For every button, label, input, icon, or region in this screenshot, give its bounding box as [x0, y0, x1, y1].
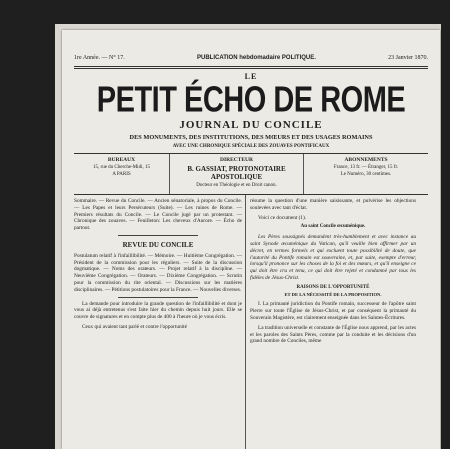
- directeur-cell: [170, 154, 304, 194]
- right-paragraph-1: résume la question d'une manière saisissante, et pulvérise les objections soulevées avec tant d'éclat.: [250, 198, 416, 211]
- right-subheading-2: RAISONS DE L'OPPORTUNITÉ: [296, 284, 370, 290]
- section-heading: REVUE DU CONCILE: [122, 240, 194, 249]
- directeur-heading: DIRECTEUR: [219, 157, 253, 163]
- bureaux-city: A PARIS: [112, 172, 131, 177]
- directeur-name: B. GASSIAT, PROTONOTAIRE APOSTOLIQUE: [187, 165, 286, 181]
- left-paragraph-1: Postulatum relatif à l'infaillibilité. — Mémoire. — Huitième Congrégation. — Président de la commission pour les réguliers. — Suite de la discussion dogmatique. — Noms des orateurs. — Projet relatif à la discipline. — Neuvième Congrégation. — Orateurs. — Dixième Congrégation. — Scrutin pour la commission du rite oriental. — Discussions sur les matières disciplinaires. — Pétitions postulatoires pour la France. — Nouvelles diverses.: [74, 252, 242, 293]
- left-paragraph-3: Ceux qui avaient tant parlé et contre l'opportunité: [82, 323, 187, 330]
- masthead-topline: [74, 52, 428, 64]
- abonnements-heading: ABONNEMENTS: [344, 157, 388, 163]
- right-paragraph-2: Voici ce document (1).: [258, 214, 307, 221]
- abonnements-price: Le Numéro, 30 centimes.: [340, 172, 392, 177]
- right-paragraph-4: I. La primauté juridiction du Pontife romain, successeur de l'apôtre saint Pierre sur toute l'Église de Jésus-Christ, et par conséquent la primauté du Souverain Magistère, est clairement enseignée dans les Saintes-Écritures.: [250, 301, 416, 321]
- newspaper-page: [62, 30, 440, 449]
- issue-number: 1re Année. — N° 17.: [74, 55, 125, 61]
- divider: [118, 235, 198, 236]
- left-paragraph-2: La demande pour introduire la grande question de l'infaillibilité et dont je vous ai déjà entretenus s'est faite hier du chemin depuis huit jours. Elle se couvre de signatures et en compte plus de 400 à l'heure où je vous écris.: [74, 300, 242, 321]
- rule: [74, 66, 428, 67]
- abonnements-cell: [304, 154, 428, 194]
- newspaper-tagline-2: AVEC UNE CHRONIQUE SPÉCIALE DES ZOUAVES PONTIFICAUX: [172, 144, 330, 149]
- right-column: [250, 198, 416, 348]
- directeur-credentials: Docteur en Théologie et en Droit canon.: [196, 183, 277, 188]
- left-column: [74, 198, 242, 334]
- bureaux-cell: [74, 154, 170, 194]
- issue-date: 23 Janvier 1870.: [388, 55, 428, 61]
- rule: [74, 68, 428, 69]
- divider: [118, 297, 198, 298]
- bureaux-heading: BUREAUX: [107, 157, 136, 163]
- bureaux-address: 15, rue du Cherche-Midi, 15: [93, 165, 150, 170]
- newspaper-title: PETIT ÉCHO DE ROME: [96, 80, 406, 120]
- column-divider: [245, 195, 246, 449]
- right-subheading-3: ET DE LA NÉCESSITÉ DE LA PROPOSITION.: [284, 291, 382, 297]
- right-paragraph-5: La tradition universelle et constante de l'Église nous apprend, par les actes et les paroles des Saints Pères, comme par la conduite et les décisions d'un grand nombre de Conciles, même: [250, 324, 416, 345]
- title-article: LE: [244, 72, 258, 81]
- masthead-info-band: [74, 153, 428, 195]
- right-subheading-1: Au saint Concile œcuménique.: [300, 224, 366, 230]
- sommaire-paragraph: Sommaire. — Revue du Concile. — Ancien sénatoriale, à propos du Concile. — Les Papes et leurs Persécuteurs (Suite). — Les ruines de Rome. — Premiers résultats du Concile. — Le Concile jugé par un protestant. — Chronique des zouaves. — Feuilleton: Les cheveux d'Aurore. — Écho de partout.: [74, 198, 242, 232]
- newspaper-tagline: DES MONUMENTS, DES INSTITUTIONS, DES MŒURS ET DES USAGES ROMAINS: [129, 134, 373, 141]
- right-paragraph-3: Les Pères soussignés demandent très-humblement et avec instance au saint Synode œcuménique du Vatican, qu'il veuille bien affirmer par un décret, en termes formels et qui excluent toute possibilité de doute, que l'autorité du Pontife romain est souveraine, et, par suite, exempte d'erreur, lorsqu'il prononce sur les choses de la foi et des mœurs, et qu'il enseigne ce qui doit être cru et tenu, ce qui doit être rejeté et condamné par tous les fidèles de Jésus-Christ.: [250, 234, 416, 281]
- publication-note: PUBLICATION hebdomadaire POLITIQUE.: [197, 55, 316, 61]
- newspaper-subtitle: JOURNAL DU CONCILE: [179, 119, 323, 131]
- abonnements-rates: France, 13 fr. — Étranger, 15 fr.: [333, 165, 399, 170]
